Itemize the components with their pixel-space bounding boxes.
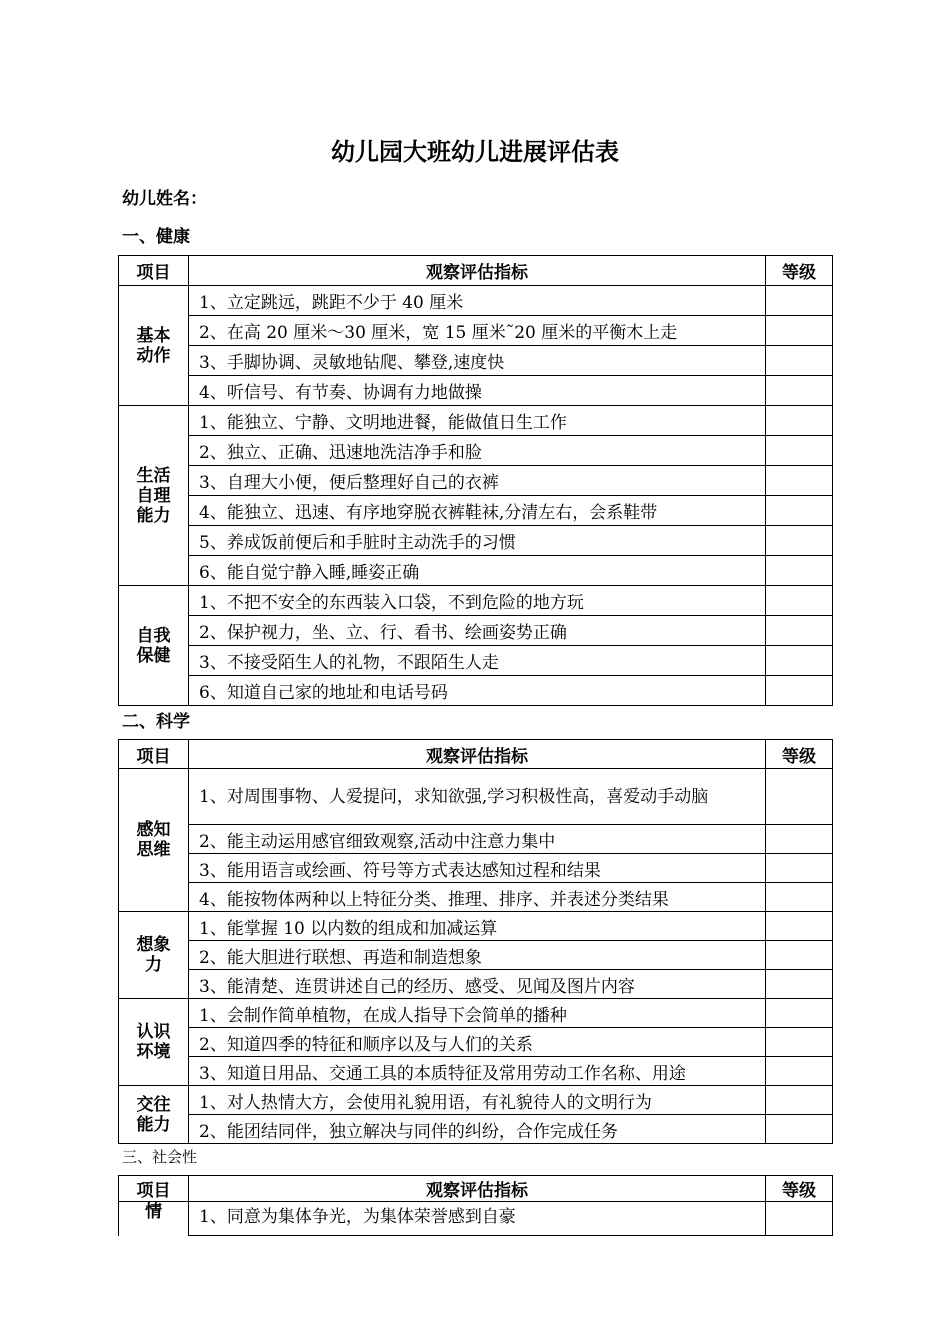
indicator-cell: 2、知道四季的特征和顺序以及与人们的关系 [189, 1028, 766, 1057]
section-label-social: 三、社会性 [122, 1148, 198, 1166]
grade-cell[interactable] [766, 496, 833, 526]
category-cell: 生活自理能力 [119, 406, 189, 586]
indicator-cell: 3、手脚协调、灵敏地钻爬、攀登,速度快 [189, 346, 766, 376]
grade-cell[interactable] [766, 286, 833, 316]
table-row [119, 1057, 833, 1086]
table-row [119, 1115, 833, 1144]
indicator-cell: 4、能按物体两种以上特征分类、推理、排序、并表述分类结果 [189, 883, 766, 912]
table-row [119, 646, 833, 676]
indicator-cell: 2、保护视力，坐、立、行、看书、绘画姿势正确 [189, 616, 766, 646]
indicator-cell: 3、知道日用品、交通工具的本质特征及常用劳动工作名称、用途 [189, 1057, 766, 1086]
indicator-cell: 1、能独立、宁静、文明地进餐，能做值日生工作 [189, 406, 766, 436]
table-row [119, 825, 833, 854]
table-row [119, 316, 833, 346]
indicator-cell: 6、知道自己家的地址和电话号码 [189, 676, 766, 706]
science-table [118, 739, 833, 1144]
table-row [119, 1202, 833, 1236]
grade-cell[interactable] [766, 970, 833, 999]
table-row [119, 999, 833, 1028]
table-row [119, 970, 833, 999]
category-cell: 基本动作 [119, 286, 189, 406]
table-row [119, 526, 833, 556]
grade-cell[interactable] [766, 1028, 833, 1057]
indicator-cell: 1、立定跳远，跳距不少于 40 厘米 [189, 286, 766, 316]
grade-cell[interactable] [766, 676, 833, 706]
table-row [119, 586, 833, 616]
indicator-cell: 2、能团结同伴，独立解决与同伴的纠纷，合作完成任务 [189, 1115, 766, 1144]
table-row [119, 854, 833, 883]
grade-cell[interactable] [766, 1202, 833, 1236]
grade-cell[interactable] [766, 825, 833, 854]
grade-cell[interactable] [766, 376, 833, 406]
grade-cell[interactable] [766, 466, 833, 496]
header-indicator: 观察评估指标 [189, 256, 766, 286]
table-header-row [119, 740, 833, 769]
social-table [118, 1175, 833, 1236]
table-row [119, 556, 833, 586]
table-row [119, 883, 833, 912]
grade-cell[interactable] [766, 346, 833, 376]
grade-cell[interactable] [766, 999, 833, 1028]
indicator-cell: 1、不把不安全的东西装入口袋，不到危险的地方玩 [189, 586, 766, 616]
section-label-science: 二、科学 [122, 712, 190, 732]
grade-cell[interactable] [766, 769, 833, 825]
table-row [119, 676, 833, 706]
indicator-cell: 5、养成饭前便后和手脏时主动洗手的习惯 [189, 526, 766, 556]
indicator-cell: 2、在高 20 厘米～30 厘米，宽 15 厘米˜20 厘米的平衡木上走 [189, 316, 766, 346]
header-item: 项目 [119, 256, 189, 286]
grade-cell[interactable] [766, 941, 833, 970]
header-indicator: 观察评估指标 [189, 740, 766, 769]
header-item: 项目 [119, 1176, 189, 1202]
table-row [119, 436, 833, 466]
header-grade: 等级 [766, 256, 833, 286]
indicator-cell: 1、同意为集体争光，为集体荣誉感到自豪 [189, 1202, 766, 1236]
header-item: 项目 [119, 740, 189, 769]
table-row [119, 496, 833, 526]
grade-cell[interactable] [766, 436, 833, 466]
table-row [119, 466, 833, 496]
table-row [119, 286, 833, 316]
grade-cell[interactable] [766, 616, 833, 646]
indicator-cell: 4、能独立、迅速、有序地穿脱衣裤鞋袜,分清左右，会系鞋带 [189, 496, 766, 526]
grade-cell[interactable] [766, 586, 833, 616]
category-cell: 感知思维 [119, 769, 189, 912]
table-header-row [119, 256, 833, 286]
indicator-cell: 3、能用语言或绘画、符号等方式表达感知过程和结果 [189, 854, 766, 883]
table-row [119, 376, 833, 406]
grade-cell[interactable] [766, 1057, 833, 1086]
indicator-cell: 2、能主动运用感官细致观察,活动中注意力集中 [189, 825, 766, 854]
grade-cell[interactable] [766, 883, 833, 912]
indicator-cell: 3、自理大小便，便后整理好自己的衣裤 [189, 466, 766, 496]
grade-cell[interactable] [766, 1086, 833, 1115]
category-cell: 自我保健 [119, 586, 189, 706]
health-table [118, 255, 833, 706]
grade-cell[interactable] [766, 556, 833, 586]
page-title: 幼儿园大班幼儿进展评估表 [331, 138, 619, 166]
grade-cell[interactable] [766, 646, 833, 676]
grade-cell[interactable] [766, 406, 833, 436]
header-grade: 等级 [766, 740, 833, 769]
header-indicator: 观察评估指标 [189, 1176, 766, 1202]
indicator-cell: 2、能大胆进行联想、再造和制造想象 [189, 941, 766, 970]
category-cell: 认识环境 [119, 999, 189, 1086]
header-grade: 等级 [766, 1176, 833, 1202]
category-cell: 想象力 [119, 912, 189, 999]
indicator-cell: 4、听信号、有节奏、协调有力地做操 [189, 376, 766, 406]
section-label-health: 一、健康 [122, 227, 190, 247]
table-row [119, 346, 833, 376]
indicator-cell: 3、不接受陌生人的礼物，不跟陌生人走 [189, 646, 766, 676]
child-name-label: 幼儿姓名： [122, 189, 207, 209]
category-cell: 情 [119, 1202, 189, 1236]
table-row [119, 769, 833, 825]
indicator-cell: 1、对人热情大方，会使用礼貌用语，有礼貌待人的文明行为 [189, 1086, 766, 1115]
table-row [119, 912, 833, 941]
grade-cell[interactable] [766, 526, 833, 556]
table-row [119, 1086, 833, 1115]
table-row [119, 406, 833, 436]
grade-cell[interactable] [766, 1115, 833, 1144]
table-row [119, 616, 833, 646]
grade-cell[interactable] [766, 316, 833, 346]
table-header-row [119, 1176, 833, 1202]
table-row [119, 941, 833, 970]
category-cell: 交往能力 [119, 1086, 189, 1144]
grade-cell[interactable] [766, 912, 833, 941]
indicator-cell: 6、能自觉宁静入睡,睡姿正确 [189, 556, 766, 586]
indicator-cell: 2、独立、正确、迅速地洗洁净手和脸 [189, 436, 766, 466]
indicator-cell: 1、对周围事物、人爱提问，求知欲强,学习积极性高，喜爱动手动脑 [189, 769, 766, 825]
grade-cell[interactable] [766, 854, 833, 883]
indicator-cell: 3、能清楚、连贯讲述自己的经历、感受、见闻及图片内容 [189, 970, 766, 999]
indicator-cell: 1、会制作简单植物，在成人指导下会简单的播种 [189, 999, 766, 1028]
table-row [119, 1028, 833, 1057]
indicator-cell: 1、能掌握 10 以内数的组成和加减运算 [189, 912, 766, 941]
